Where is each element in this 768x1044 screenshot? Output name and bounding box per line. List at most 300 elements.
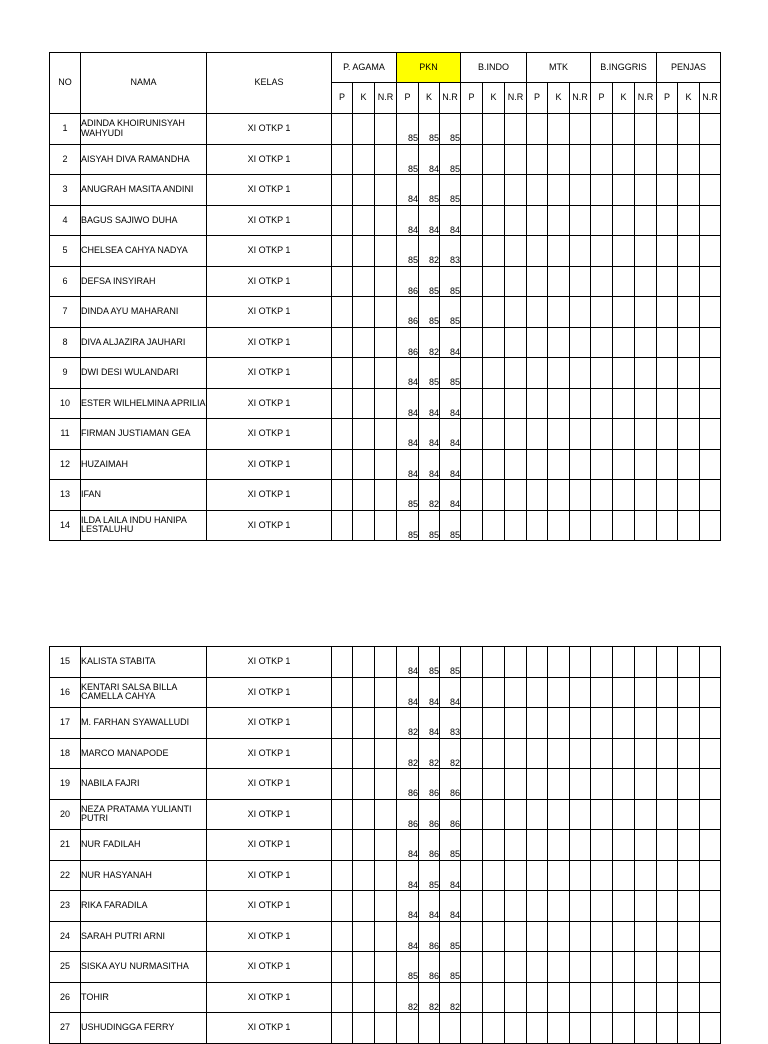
score-cell bbox=[591, 769, 613, 800]
student-row bbox=[50, 510, 721, 541]
score-cell bbox=[483, 236, 505, 267]
student-class: XI OTKP 1 bbox=[207, 799, 332, 830]
score-cell bbox=[613, 860, 635, 891]
score-cell bbox=[505, 358, 527, 389]
score-cell bbox=[353, 297, 375, 328]
score-cell bbox=[657, 236, 678, 267]
score-cell bbox=[635, 236, 657, 267]
score-cell bbox=[375, 510, 397, 541]
student-no: 22 bbox=[50, 860, 81, 891]
score-cell bbox=[657, 419, 678, 450]
score-cell bbox=[505, 205, 527, 236]
score-cell bbox=[613, 205, 635, 236]
student-no: 27 bbox=[50, 1013, 81, 1044]
score-cell bbox=[700, 799, 721, 830]
score-cell bbox=[570, 647, 591, 678]
pkn-score-k: 86 bbox=[419, 769, 440, 800]
score-cell bbox=[461, 236, 483, 267]
score-cell bbox=[332, 952, 353, 983]
score-cell bbox=[527, 144, 548, 175]
student-row bbox=[50, 114, 721, 145]
score-cell bbox=[591, 830, 613, 861]
score-cell bbox=[375, 388, 397, 419]
student-name: CHELSEA CAHYA NADYA bbox=[81, 236, 207, 267]
student-class: XI OTKP 1 bbox=[207, 388, 332, 419]
score-cell bbox=[332, 1013, 353, 1044]
score-cell bbox=[678, 708, 700, 739]
student-name: TOHIR bbox=[81, 982, 207, 1013]
score-cell bbox=[375, 358, 397, 389]
score-cell bbox=[353, 144, 375, 175]
sub-header-cell: N.R bbox=[505, 83, 527, 114]
score-cell bbox=[548, 388, 570, 419]
score-cell bbox=[527, 708, 548, 739]
score-cell bbox=[332, 982, 353, 1013]
score-cell bbox=[591, 144, 613, 175]
student-class: XI OTKP 1 bbox=[207, 297, 332, 328]
score-cell bbox=[570, 677, 591, 708]
pkn-score-p: 84 bbox=[397, 449, 419, 480]
score-cell bbox=[613, 144, 635, 175]
score-cell bbox=[527, 982, 548, 1013]
score-cell bbox=[635, 738, 657, 769]
score-cell bbox=[461, 952, 483, 983]
score-cell bbox=[700, 860, 721, 891]
score-cell bbox=[461, 114, 483, 145]
score-cell bbox=[505, 647, 527, 678]
score-cell bbox=[700, 175, 721, 206]
student-no: 11 bbox=[50, 419, 81, 450]
score-cell bbox=[505, 738, 527, 769]
score-cell bbox=[570, 297, 591, 328]
score-cell bbox=[527, 647, 548, 678]
score-cell bbox=[527, 860, 548, 891]
pkn-score-p: 85 bbox=[397, 480, 419, 511]
score-cell bbox=[613, 388, 635, 419]
score-cell bbox=[332, 175, 353, 206]
pkn-score-k: 85 bbox=[419, 510, 440, 541]
score-cell bbox=[375, 738, 397, 769]
score-cell bbox=[332, 419, 353, 450]
student-name: AISYAH DIVA RAMANDHA bbox=[81, 144, 207, 175]
score-cell bbox=[635, 388, 657, 419]
student-name: ANUGRAH MASITA ANDINI bbox=[81, 175, 207, 206]
pkn-score-k: 86 bbox=[419, 921, 440, 952]
score-cell bbox=[548, 799, 570, 830]
score-cell bbox=[700, 708, 721, 739]
score-cell bbox=[505, 799, 527, 830]
student-name: DEFSA INSYIRAH bbox=[81, 266, 207, 297]
score-cell bbox=[700, 830, 721, 861]
score-cell bbox=[353, 982, 375, 1013]
score-cell bbox=[353, 449, 375, 480]
score-cell bbox=[635, 860, 657, 891]
sub-header-cell: P bbox=[657, 83, 678, 114]
score-cell bbox=[613, 830, 635, 861]
score-cell bbox=[591, 114, 613, 145]
score-cell bbox=[375, 677, 397, 708]
score-cell bbox=[375, 769, 397, 800]
pkn-score-nr: 83 bbox=[440, 708, 461, 739]
header-subject-p-agama: P. AGAMA bbox=[332, 53, 397, 83]
pkn-score-p: 82 bbox=[397, 708, 419, 739]
student-row bbox=[50, 480, 721, 511]
pkn-score-nr: 82 bbox=[440, 738, 461, 769]
score-cell bbox=[332, 830, 353, 861]
score-cell bbox=[375, 952, 397, 983]
score-cell bbox=[527, 388, 548, 419]
score-cell bbox=[483, 799, 505, 830]
score-cell bbox=[635, 510, 657, 541]
student-row bbox=[50, 647, 721, 678]
score-cell bbox=[332, 891, 353, 922]
score-cell bbox=[548, 297, 570, 328]
score-cell bbox=[548, 769, 570, 800]
score-cell bbox=[678, 266, 700, 297]
score-cell bbox=[527, 510, 548, 541]
score-cell bbox=[505, 769, 527, 800]
pkn-score-k: 84 bbox=[419, 388, 440, 419]
score-cell bbox=[678, 297, 700, 328]
score-cell bbox=[353, 510, 375, 541]
pkn-score-nr: 84 bbox=[440, 327, 461, 358]
score-cell bbox=[332, 236, 353, 267]
score-cell bbox=[657, 830, 678, 861]
score-cell bbox=[461, 480, 483, 511]
score-cell bbox=[353, 114, 375, 145]
pkn-score-p: 84 bbox=[397, 175, 419, 206]
score-cell bbox=[635, 647, 657, 678]
score-cell bbox=[635, 297, 657, 328]
score-cell bbox=[657, 1013, 678, 1044]
score-cell bbox=[613, 114, 635, 145]
score-cell bbox=[332, 769, 353, 800]
student-class: XI OTKP 1 bbox=[207, 830, 332, 861]
score-cell bbox=[657, 921, 678, 952]
pkn-score-k: 84 bbox=[419, 419, 440, 450]
student-name: USHUDINGGA FERRY bbox=[81, 1013, 207, 1044]
student-name: KALISTA STABITA bbox=[81, 647, 207, 678]
score-cell bbox=[700, 327, 721, 358]
score-cell bbox=[657, 677, 678, 708]
student-name: BAGUS SAJIWO DUHA bbox=[81, 205, 207, 236]
score-cell bbox=[678, 860, 700, 891]
student-row bbox=[50, 266, 721, 297]
score-cell bbox=[332, 114, 353, 145]
score-cell bbox=[483, 419, 505, 450]
student-no: 23 bbox=[50, 891, 81, 922]
student-no: 5 bbox=[50, 236, 81, 267]
score-cell bbox=[591, 799, 613, 830]
student-row bbox=[50, 236, 721, 267]
student-class: XI OTKP 1 bbox=[207, 738, 332, 769]
score-cell bbox=[591, 388, 613, 419]
pkn-score-nr: 85 bbox=[440, 921, 461, 952]
score-cell bbox=[548, 205, 570, 236]
score-cell bbox=[613, 708, 635, 739]
grade-table-body bbox=[50, 647, 721, 1044]
score-cell bbox=[700, 449, 721, 480]
student-no: 24 bbox=[50, 921, 81, 952]
score-cell bbox=[613, 510, 635, 541]
score-cell bbox=[353, 388, 375, 419]
score-cell bbox=[527, 677, 548, 708]
score-cell bbox=[678, 510, 700, 541]
score-cell bbox=[483, 358, 505, 389]
score-cell bbox=[375, 891, 397, 922]
score-cell bbox=[591, 677, 613, 708]
score-cell bbox=[657, 647, 678, 678]
score-cell bbox=[548, 327, 570, 358]
score-cell bbox=[678, 1013, 700, 1044]
score-cell bbox=[527, 449, 548, 480]
pkn-score-nr bbox=[440, 1013, 461, 1044]
student-row bbox=[50, 891, 721, 922]
score-cell bbox=[505, 144, 527, 175]
score-cell bbox=[375, 1013, 397, 1044]
score-cell bbox=[353, 205, 375, 236]
score-cell bbox=[570, 327, 591, 358]
sub-header-cell: N.R bbox=[375, 83, 397, 114]
score-cell bbox=[483, 891, 505, 922]
score-cell bbox=[548, 952, 570, 983]
student-name: HUZAIMAH bbox=[81, 449, 207, 480]
pkn-score-k: 85 bbox=[419, 297, 440, 328]
header-subject-penjas: PENJAS bbox=[657, 53, 721, 83]
pkn-score-k: 84 bbox=[419, 205, 440, 236]
pkn-score-k: 86 bbox=[419, 830, 440, 861]
student-no: 12 bbox=[50, 449, 81, 480]
score-cell bbox=[375, 114, 397, 145]
score-cell bbox=[332, 738, 353, 769]
score-cell bbox=[332, 266, 353, 297]
score-cell bbox=[461, 982, 483, 1013]
score-cell bbox=[332, 144, 353, 175]
student-name: NABILA FAJRI bbox=[81, 769, 207, 800]
sub-header-cell: K bbox=[353, 83, 375, 114]
score-cell bbox=[375, 205, 397, 236]
score-cell bbox=[613, 769, 635, 800]
score-cell bbox=[548, 510, 570, 541]
score-cell bbox=[591, 480, 613, 511]
score-cell bbox=[657, 799, 678, 830]
student-name: KENTARI SALSA BILLA CAMELLA CAHYA bbox=[81, 677, 207, 708]
score-cell bbox=[375, 297, 397, 328]
score-cell bbox=[548, 480, 570, 511]
score-cell bbox=[570, 175, 591, 206]
student-row bbox=[50, 1013, 721, 1044]
score-cell bbox=[461, 327, 483, 358]
score-cell bbox=[353, 738, 375, 769]
sub-header-cell: N.R bbox=[635, 83, 657, 114]
score-cell bbox=[591, 891, 613, 922]
score-cell bbox=[548, 647, 570, 678]
score-cell bbox=[505, 982, 527, 1013]
student-no: 25 bbox=[50, 952, 81, 983]
score-cell bbox=[635, 708, 657, 739]
score-cell bbox=[527, 1013, 548, 1044]
pkn-score-k: 85 bbox=[419, 860, 440, 891]
student-row bbox=[50, 388, 721, 419]
student-class: XI OTKP 1 bbox=[207, 266, 332, 297]
pkn-score-nr: 85 bbox=[440, 952, 461, 983]
sub-header-cell: K bbox=[483, 83, 505, 114]
score-cell bbox=[570, 708, 591, 739]
student-row bbox=[50, 708, 721, 739]
student-row bbox=[50, 144, 721, 175]
score-cell bbox=[483, 175, 505, 206]
pkn-score-p: 84 bbox=[397, 677, 419, 708]
score-cell bbox=[678, 236, 700, 267]
score-cell bbox=[527, 480, 548, 511]
pkn-score-p bbox=[397, 1013, 419, 1044]
score-cell bbox=[332, 799, 353, 830]
score-cell bbox=[332, 358, 353, 389]
student-row bbox=[50, 830, 721, 861]
score-cell bbox=[570, 358, 591, 389]
student-name: NUR HASYANAH bbox=[81, 860, 207, 891]
score-cell bbox=[353, 327, 375, 358]
score-cell bbox=[527, 799, 548, 830]
pkn-score-k bbox=[419, 1013, 440, 1044]
score-cell bbox=[548, 175, 570, 206]
score-cell bbox=[527, 205, 548, 236]
pkn-score-p: 85 bbox=[397, 510, 419, 541]
score-cell bbox=[483, 205, 505, 236]
student-class: XI OTKP 1 bbox=[207, 952, 332, 983]
score-cell bbox=[461, 830, 483, 861]
pkn-score-nr: 85 bbox=[440, 144, 461, 175]
student-no: 17 bbox=[50, 708, 81, 739]
score-cell bbox=[527, 266, 548, 297]
student-row bbox=[50, 358, 721, 389]
pkn-score-p: 84 bbox=[397, 419, 419, 450]
sub-header-cell: P bbox=[527, 83, 548, 114]
header-subject-pkn: PKN bbox=[397, 53, 461, 83]
pkn-score-nr: 85 bbox=[440, 830, 461, 861]
score-cell bbox=[461, 738, 483, 769]
score-cell bbox=[375, 327, 397, 358]
score-cell bbox=[375, 921, 397, 952]
score-cell bbox=[635, 358, 657, 389]
student-name: RIKA FARADILA bbox=[81, 891, 207, 922]
pkn-score-k: 85 bbox=[419, 114, 440, 145]
student-row bbox=[50, 860, 721, 891]
score-cell bbox=[483, 388, 505, 419]
score-cell bbox=[461, 1013, 483, 1044]
student-row bbox=[50, 419, 721, 450]
score-cell bbox=[570, 236, 591, 267]
score-cell bbox=[332, 921, 353, 952]
pkn-score-k: 84 bbox=[419, 708, 440, 739]
score-cell bbox=[635, 952, 657, 983]
student-class: XI OTKP 1 bbox=[207, 921, 332, 952]
header-subject-b-indo: B.INDO bbox=[461, 53, 527, 83]
sub-header-cell: K bbox=[613, 83, 635, 114]
score-cell bbox=[332, 327, 353, 358]
sub-header-cell: K bbox=[548, 83, 570, 114]
score-cell bbox=[700, 388, 721, 419]
score-cell bbox=[527, 738, 548, 769]
student-name: ILDA LAILA INDU HANIPA LESTALUHU bbox=[81, 510, 207, 541]
pkn-score-p: 85 bbox=[397, 952, 419, 983]
grade-table-body bbox=[50, 53, 721, 541]
score-cell bbox=[591, 175, 613, 206]
student-class: XI OTKP 1 bbox=[207, 1013, 332, 1044]
score-cell bbox=[657, 769, 678, 800]
score-cell bbox=[657, 114, 678, 145]
pkn-score-p: 84 bbox=[397, 921, 419, 952]
score-cell bbox=[657, 144, 678, 175]
score-cell bbox=[483, 921, 505, 952]
score-cell bbox=[548, 358, 570, 389]
score-cell bbox=[332, 510, 353, 541]
score-cell bbox=[635, 921, 657, 952]
score-cell bbox=[700, 769, 721, 800]
score-cell bbox=[332, 647, 353, 678]
score-cell bbox=[375, 266, 397, 297]
score-cell bbox=[613, 677, 635, 708]
score-cell bbox=[591, 982, 613, 1013]
pkn-score-k: 85 bbox=[419, 358, 440, 389]
pkn-score-k: 86 bbox=[419, 952, 440, 983]
score-cell bbox=[375, 175, 397, 206]
score-cell bbox=[591, 266, 613, 297]
score-cell bbox=[548, 830, 570, 861]
score-cell bbox=[353, 480, 375, 511]
score-cell bbox=[461, 769, 483, 800]
score-cell bbox=[353, 952, 375, 983]
score-cell bbox=[635, 891, 657, 922]
student-class: XI OTKP 1 bbox=[207, 236, 332, 267]
pkn-score-p: 86 bbox=[397, 769, 419, 800]
score-cell bbox=[375, 708, 397, 739]
sub-header-cell: N.R bbox=[570, 83, 591, 114]
pkn-score-nr: 86 bbox=[440, 769, 461, 800]
sub-header-cell: P bbox=[332, 83, 353, 114]
score-cell bbox=[657, 510, 678, 541]
score-cell bbox=[527, 419, 548, 450]
score-cell bbox=[483, 144, 505, 175]
score-cell bbox=[613, 358, 635, 389]
score-cell bbox=[527, 830, 548, 861]
student-class: XI OTKP 1 bbox=[207, 175, 332, 206]
grade-table-page-2 bbox=[49, 646, 721, 1044]
score-cell bbox=[332, 205, 353, 236]
student-row bbox=[50, 297, 721, 328]
score-cell bbox=[375, 236, 397, 267]
pkn-score-k: 84 bbox=[419, 449, 440, 480]
score-cell bbox=[570, 205, 591, 236]
pkn-score-nr: 82 bbox=[440, 982, 461, 1013]
score-cell bbox=[700, 952, 721, 983]
student-no: 19 bbox=[50, 769, 81, 800]
score-cell bbox=[635, 480, 657, 511]
score-cell bbox=[461, 891, 483, 922]
student-class: XI OTKP 1 bbox=[207, 480, 332, 511]
student-name: SARAH PUTRI ARNI bbox=[81, 921, 207, 952]
score-cell bbox=[527, 327, 548, 358]
student-name: M. FARHAN SYAWALLUDI bbox=[81, 708, 207, 739]
score-cell bbox=[613, 952, 635, 983]
student-class: XI OTKP 1 bbox=[207, 769, 332, 800]
pkn-score-p: 86 bbox=[397, 799, 419, 830]
score-cell bbox=[483, 952, 505, 983]
student-no: 18 bbox=[50, 738, 81, 769]
score-cell bbox=[613, 327, 635, 358]
score-cell bbox=[700, 419, 721, 450]
score-cell bbox=[332, 480, 353, 511]
